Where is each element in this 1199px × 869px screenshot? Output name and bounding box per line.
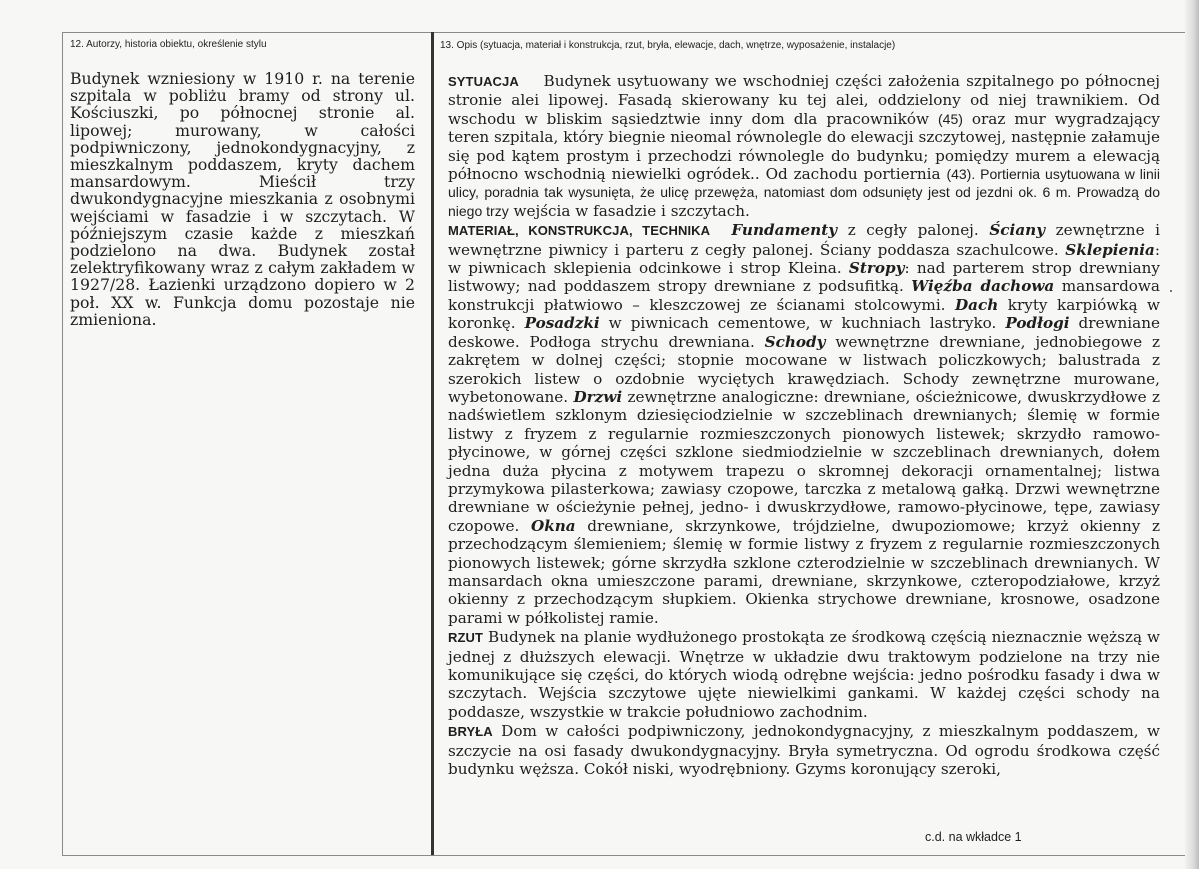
kw-wiezba: Więźba dachowa — [911, 277, 1055, 296]
material-paragraph — [448, 221, 1160, 627]
kw-okna: Okna — [531, 516, 576, 535]
kw-sklepienia: Sklepienia — [1065, 240, 1155, 259]
bryla-paragraph — [448, 722, 1160, 778]
material-text: kryty karpiówką w koronkę. — [448, 295, 1160, 333]
sytuacja-text-2: oraz mur wygradzający teren szpitala, który biegnie nieomal równolegle do elewacji szczytowej, następnie załamuje się pod kątem prostym i przechodzi równolegle do budynku; pomiędzy murem a elewacją północno wschodnią niewielki ogródek.. Od zachodu portiernia — [448, 109, 1160, 184]
scan-edge-shadow — [1185, 0, 1199, 869]
description-column — [448, 72, 1160, 779]
kw-dach: Dach — [954, 295, 999, 314]
scan-speck — [1170, 290, 1172, 292]
history-text: Budynek wzniesiony w 1910 r. na terenie szpitala w pobliżu bramy od strony ul. Kościuszki, po północnej stronie al. lipowej; murowany, w całości podpiwniczony, jednokondygnacyjny, z mieszkalnym poddaszem, kryty dachem mansardowym. Mieścił trzy dwukondygnacyjne mieszkania z osobnymi wejściami w fasadzie i w szczytach. W późniejszym czasie każde z mieszkań podzielono na dwa. Budynek został zelektryfikowany wraz z całym zakładem w 1927/28. Łazienki urządzono dopiero w 2 poł. XX w. Funkcja domu pozostaje nie zmieniona. — [70, 69, 415, 329]
rzut-paragraph — [448, 628, 1160, 721]
material-text: wewnętrzne drewniane, jednobiegowe z zakrętem w dolnej części; stopnie mocowane w listwach policzkowych; balustrada z szerokich listew o ozdobnie wyciętych krawędziach. Schody zewnętrzne murowane, wybetonowane. — [448, 332, 1160, 406]
rzut-text: Budynek na planie wydłużonego prostokąta ze środkową częścią nieznacznie węższą w jednej z dłuższych elewacji. Wnętrze w układzie dwu traktowym podzielone na trzy nie komunikujące się części, do których wiodą odrębne wejścia: jedno pośrodku fasady i dwa w szczytach. Wejścia szczytowe ujęte niewielkimi gankami. W każdej części schody na poddasze, wszystkie w trakcie południowo zachodnim. — [448, 628, 1160, 721]
material-text: zewnętrzne i wewnętrzne piwnicy i parteru z cegły palonej. Ściany poddasza szachulcowe. — [448, 221, 1161, 259]
section-13-header: 13. Opis (sytuacja, materiał i konstrukcja, rzut, bryła, elewacje, dach, wnętrze, wyposażenie, instalacje) — [440, 40, 896, 51]
material-text: zewnętrzne analogiczne: drewniane, ościeżnicowe, dwuskrzydłowe z nadświetlem szklonym dziesięciodzielnie w szczeblinach drewnianych; ślemię w formie listwy z fryzem z regularnie rozmieszczonych pionowych listewek; skrzydło ramowo-płycinowe, w górnej części szklone siedmiodzielnie w szczeblinach drewnianych, dołem jedna duża płycina z motywem trapezu o skromnej dekoracji ornamentalnej; listwa przymykowa pilasterkowa; zawiasy czopowe, tarczka z metalową gałką. Drzwi wewnętrzne drewniane w ościeżynie pełnej, jedno- i dwuskrzydłowe, ramowo-płycinowe, tępe, zawiasy czopowe. — [448, 387, 1160, 535]
kw-fundamenty: Fundamenty — [731, 221, 838, 240]
bryla-heading: BRYŁA — [448, 724, 493, 740]
material-text: w piwnicach cementowe, w kuchniach lastryko. — [599, 314, 1006, 333]
sytuacja-text-4: wejścia w fasadzie i szczytach. — [508, 201, 750, 220]
material-text: drewniane deskowe. Podłoga strychu drewniana. — [448, 314, 1160, 351]
bryla-text: Dom w całości podpiwniczony, jednokondygnacyjny, z mieszkalnym poddaszem, w szczycie na osi fasady dwukondygnacyjny. Bryła symetryczna. Od ogrodu środkowa część budynku węższa. Cokół niski, wyodrębniony. Gzyms koronujący szeroki, — [448, 722, 1160, 779]
sytuacja-text-3: (43). Portiernia usytuowana w linii ulicy, poradnia tak wysunięta, że ulicę przewęża, natomiast dom odsunięty jest od jezdni ok. 6 m. Prowadzą do niego trzy — [448, 166, 1160, 219]
rzut-heading: RZUT — [448, 630, 484, 646]
kw-drzwi: Drzwi — [573, 387, 623, 406]
column-divider — [431, 32, 434, 855]
material-text: : nad parterem strop drewniany listwowy; nad poddaszem stropy drewniane z podsufitką. — [448, 259, 1160, 296]
kw-podlogi: Podłogi — [1005, 314, 1070, 333]
sytuacja-paragraph — [448, 72, 1160, 220]
sytuacja-heading: SYTUACJA — [448, 74, 519, 89]
material-text: z cegły palonej. — [837, 221, 990, 240]
sytuacja-text-1: Budynek usytuowany we wschodniej części założenia szpitalnego po północnej stronie alei lipowej. Fasadą skierowany ku tej alei, oddzielony od niej trawnikiem. Od wschodu w bliskim sąsiedztwie inny dom dla pracowników — [448, 72, 1161, 128]
continued-note: c.d. na wkładce 1 — [925, 830, 1022, 844]
material-text: drewniane, skrzynkowe, trójdzielne, dwupoziomowe; krzyż okienny z przechodzącym ślemieniem; ślemię w formie listwy z fryzem z regularnie rozmieszczonych pionowych listewek; górne skrzydła szklone czterodzielnie w szczeblinach drewnianych. W mansardach okna umieszczone parami, drewniane, skrzynkowe, czteropodziałowe, krzyż okienny z przechodzącym słupkiem. Okienka strychowe drewniane, krosnowe, osadzone parami w półkolistej ramie. — [448, 516, 1160, 627]
kw-sciany: Ściany — [989, 221, 1046, 240]
kw-schody: Schody — [764, 332, 826, 351]
kw-stropy: Stropy — [848, 259, 905, 278]
kw-posadzki: Posadzki — [524, 314, 600, 333]
material-text: mansardowa konstrukcji płatwiowo – kleszczowej ze ścianami stolcowymi. — [448, 277, 1160, 314]
section-12-header: 12. Autorzy, historia obiektu, określenie stylu — [70, 39, 267, 50]
sytuacja-ref-45: (45) — [938, 110, 963, 127]
material-text: : w piwnicach sklepienia odcinkowe i strop Kleina. — [448, 240, 1160, 278]
material-heading: MATERIAŁ, KONSTRUKCJA, TECHNIKA — [448, 223, 711, 239]
